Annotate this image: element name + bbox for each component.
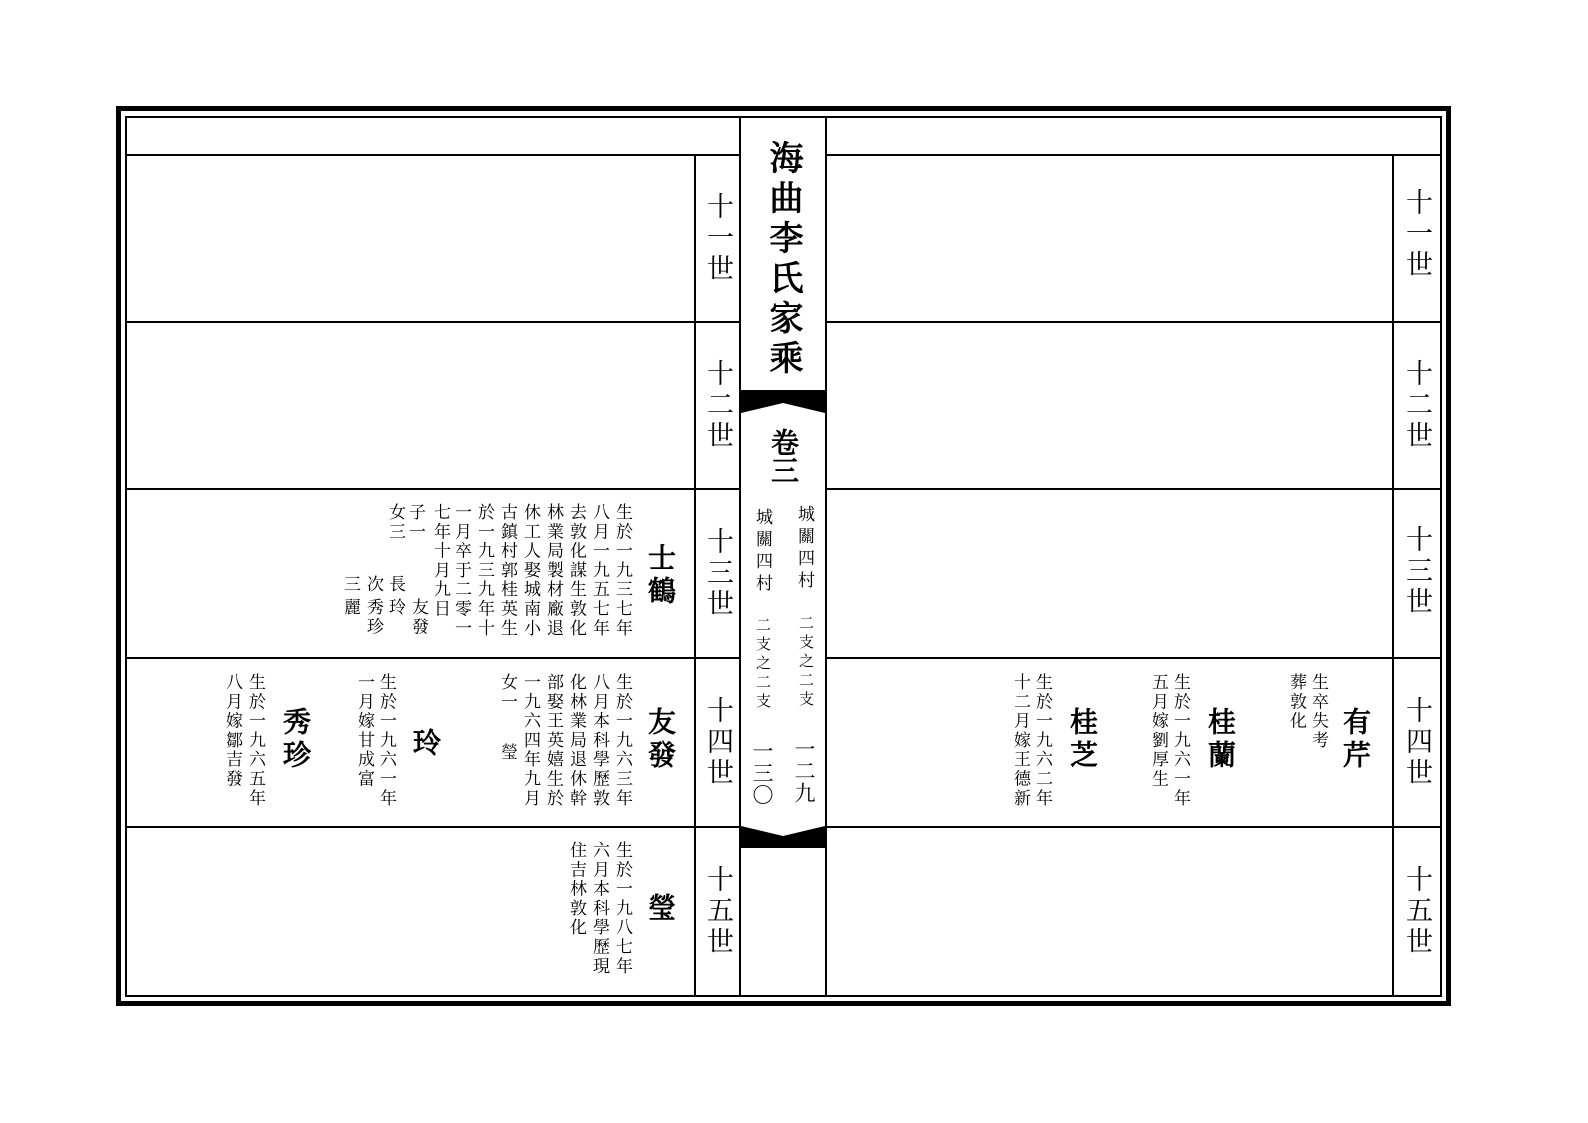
person-bio-line: 生於一九八七年	[612, 841, 632, 977]
daughter-order: 三	[340, 575, 360, 595]
person-bio-line: 休工人娶城南小	[520, 503, 540, 639]
person-name: 桂芝	[1066, 707, 1099, 773]
spine-location-left: 城關四村	[752, 508, 772, 596]
person-bio-line: 葬敦化	[1286, 673, 1306, 731]
spine-branch-left: 二支之二支	[754, 617, 772, 712]
generation-label: 十四世	[1401, 696, 1432, 789]
person-bio-line: 古鎮村郭桂英生	[497, 503, 517, 639]
generation-label: 十五世	[1401, 865, 1432, 958]
row-rule-left	[127, 657, 740, 659]
person-bio-line: 五月嫁劉厚生	[1148, 673, 1168, 789]
spine-branch-right: 二支之二支	[797, 615, 815, 710]
person-bio-line: 林業局製材廠退	[543, 503, 563, 639]
generation-label: 十一世	[702, 192, 733, 285]
volume-label: 卷三	[767, 428, 800, 484]
spine-rule-left	[739, 118, 741, 995]
generation-label: 十二世	[1401, 359, 1432, 452]
person-bio-line: 生於一九六一年	[1170, 673, 1190, 809]
row-rule-right	[826, 657, 1440, 659]
sons-count: 子一	[405, 503, 425, 542]
spine-fishtail-top	[741, 388, 825, 416]
person-bio-line: 生於一九三七年	[612, 503, 632, 639]
header-rule-left	[127, 154, 740, 156]
person-bio-line: 住吉林敦化	[566, 841, 586, 938]
person-bio-line: 十二月嫁王德新	[1010, 673, 1030, 809]
person-name: 士鶴	[644, 543, 677, 609]
header-rule-right	[826, 154, 1440, 156]
generation-label: 十二世	[702, 359, 733, 452]
person-bio-line: 生卒失考	[1308, 673, 1328, 751]
generation-column-rule-left	[694, 155, 696, 995]
generation-label: 十一世	[1401, 188, 1432, 281]
person-bio-line: 生於一九六一年	[376, 673, 396, 809]
spine-fishtail-bottom	[741, 820, 825, 850]
spine-location-right: 城關四村	[794, 505, 814, 593]
person-name: 瑩	[644, 893, 677, 926]
person-bio-line: 於一九三九年十	[474, 503, 494, 639]
person-bio-line: 八月嫁鄒吉發	[222, 673, 242, 789]
daughter-order: 次	[363, 575, 383, 595]
person-bio-line: 生於一九六三年	[612, 673, 632, 809]
daughter-order: 長	[385, 575, 405, 595]
spine-rule-right	[825, 118, 827, 995]
person-name: 秀珍	[279, 707, 312, 773]
daughters-count: 女一	[497, 673, 517, 712]
daughter-name: 玲	[385, 598, 405, 618]
person-bio-line: 化林業局退休幹	[566, 673, 586, 809]
generation-column-rule-right	[1392, 155, 1394, 995]
person-bio-line: 八月一九五七年	[589, 503, 609, 639]
row-rule-right	[826, 488, 1440, 490]
person-name: 桂蘭	[1204, 707, 1237, 773]
daughters-count: 女三	[385, 503, 405, 542]
person-bio-line: 部娶王英嬉生於	[543, 673, 563, 809]
person-name: 玲	[409, 728, 442, 761]
daughter-name: 瑩	[497, 743, 517, 763]
row-rule-left	[127, 488, 740, 490]
page-number-right: 一二九	[792, 738, 816, 804]
generation-label: 十五世	[702, 865, 733, 958]
daughter-name: 麗	[340, 598, 360, 618]
generation-label: 十三世	[702, 527, 733, 620]
daughter-name: 秀珍	[363, 598, 383, 637]
person-bio-line: 生於一九六五年	[245, 673, 265, 809]
row-rule-right	[826, 321, 1440, 323]
generation-label: 十四世	[702, 696, 733, 789]
page-number-left: 一三〇	[750, 740, 774, 806]
row-rule-right	[826, 826, 1440, 828]
person-name: 有芹	[1339, 707, 1372, 773]
person-bio-line: 八月本科學歷敦	[589, 673, 609, 809]
generation-label: 十三世	[1401, 525, 1432, 618]
person-bio-line: 去敦化謀生敦化	[566, 503, 586, 639]
person-bio-line: 一月卒于二零一	[451, 503, 471, 639]
person-bio-line: 七年十月九日	[430, 503, 450, 619]
son-name: 友發	[408, 598, 428, 637]
person-bio-line: 一九六四年九月	[520, 673, 540, 809]
row-rule-left	[127, 826, 740, 828]
book-title: 海曲李氏家乘	[763, 140, 803, 380]
person-bio-line: 六月本科學歷現	[589, 841, 609, 977]
row-rule-left	[127, 321, 740, 323]
person-bio-line: 一月嫁甘成富	[354, 673, 374, 789]
person-name: 友發	[644, 707, 677, 773]
person-bio-line: 生於一九六二年	[1032, 673, 1052, 809]
